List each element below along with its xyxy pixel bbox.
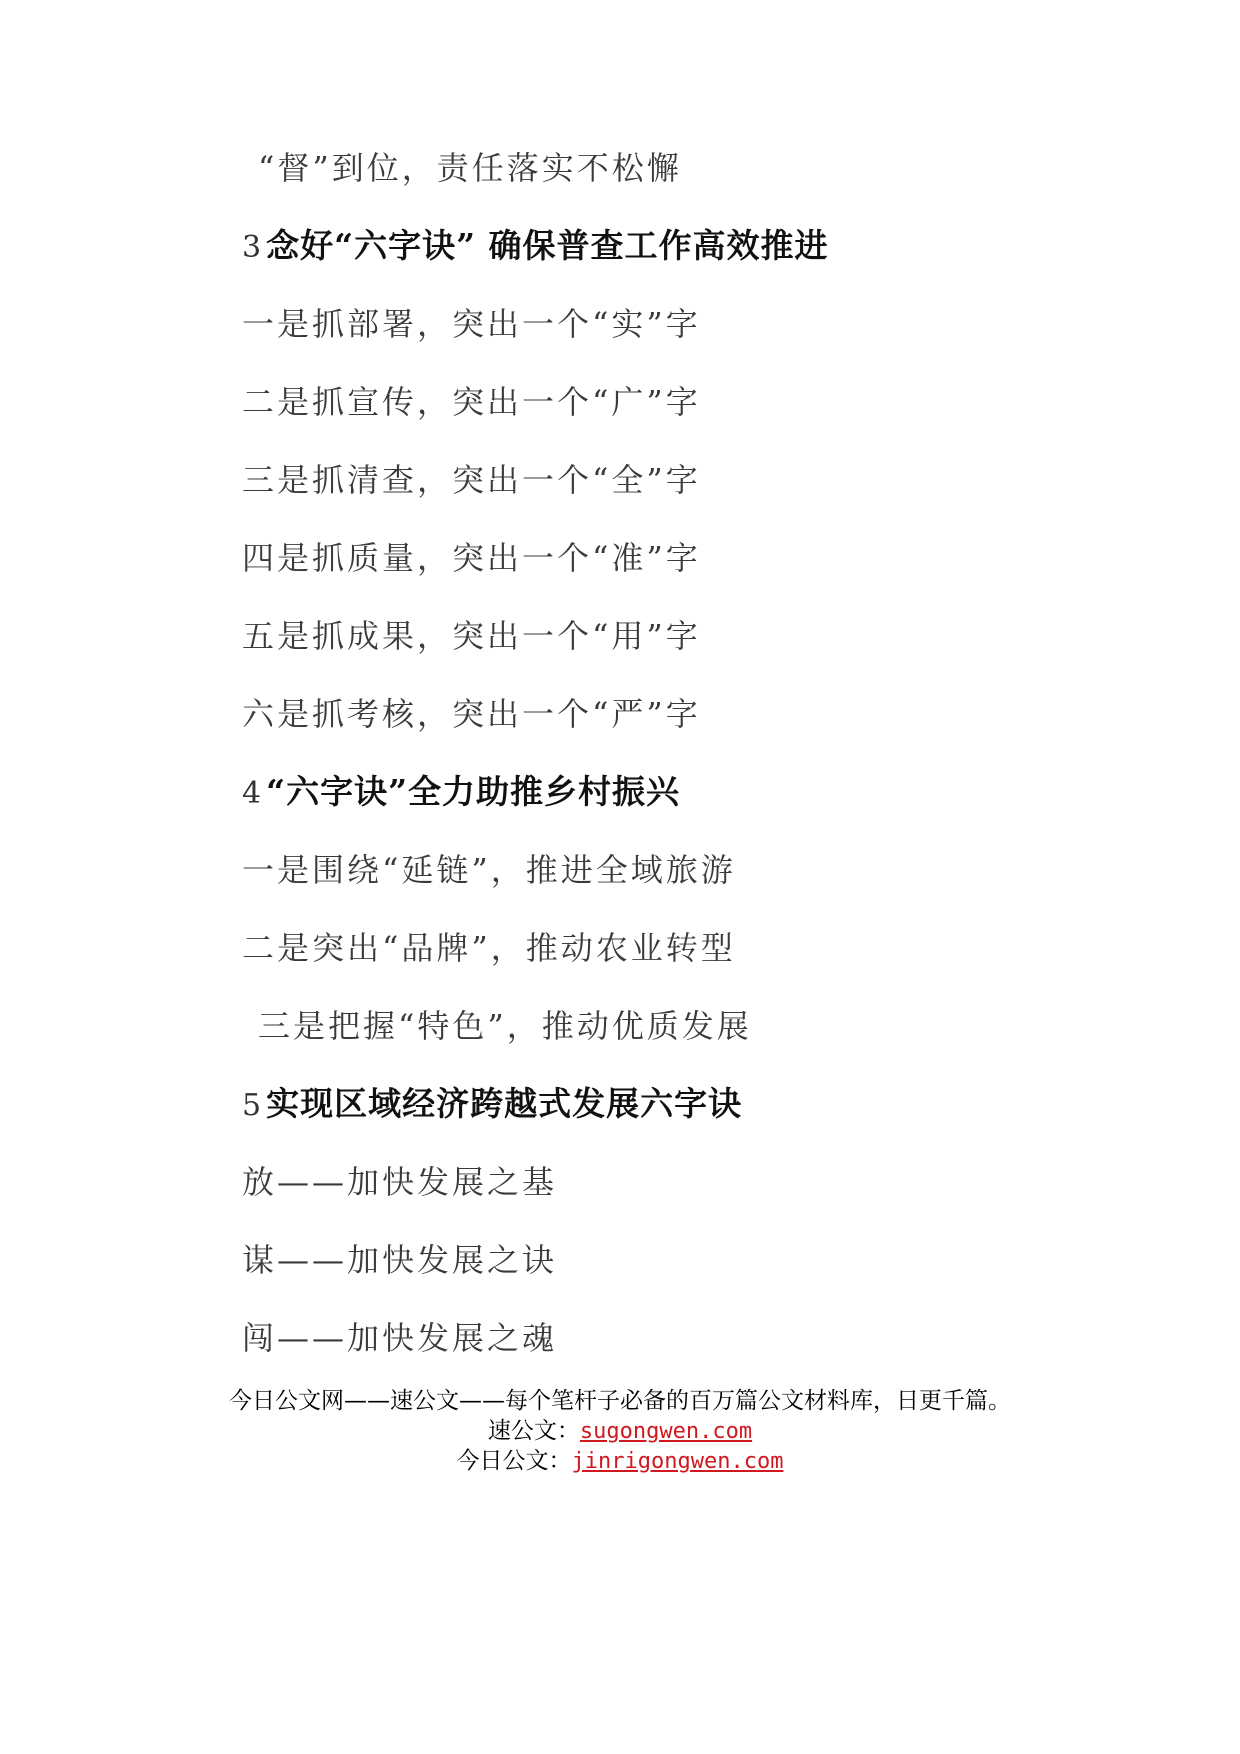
list-item: 闯——加快发展之魂 — [242, 1319, 558, 1357]
list-item: 谋——加快发展之诀 — [242, 1241, 558, 1279]
list-item: 四是抓质量，突出一个“准”字 — [242, 539, 701, 577]
list-item: 六是抓考核，突出一个“严”字 — [242, 695, 701, 733]
section-heading-4 — [242, 772, 680, 814]
list-item: 三是抓清查，突出一个“全”字 — [242, 461, 701, 499]
sugongwen-link[interactable]: sugongwen.com — [579, 1419, 753, 1444]
body-line: “督”到位，责任落实不松懈 — [258, 149, 682, 187]
footer-sugongwen-line — [0, 1416, 1240, 1447]
list-item: 三是把握“特色”，推动优质发展 — [258, 1007, 752, 1045]
list-item: 二是突出“品牌”，推动农业转型 — [242, 929, 736, 967]
footer-jinrigongwen-line — [0, 1446, 1240, 1477]
section-title: 念好“六字诀” 确保普查工作高效推进 — [266, 226, 829, 265]
section-number: 3 — [242, 230, 263, 265]
list-item: 一是抓部署，突出一个“实”字 — [242, 305, 701, 343]
jinrigongwen-link[interactable]: jinrigongwen.com — [571, 1449, 784, 1474]
section-number: 4 — [242, 776, 263, 811]
list-item: 二是抓宣传，突出一个“广”字 — [242, 383, 701, 421]
section-title: 实现区域经济跨越式发展六字诀 — [266, 1084, 743, 1123]
section-title: “六字诀”全力助推乡村振兴 — [266, 772, 681, 811]
footer-label: 速公文： — [487, 1418, 580, 1444]
list-item: 五是抓成果，突出一个“用”字 — [242, 617, 701, 655]
list-item: 一是围绕“延链”，推进全域旅游 — [242, 851, 736, 889]
footer-label: 今日公文： — [456, 1448, 572, 1474]
list-item: 放——加快发展之基 — [242, 1163, 558, 1201]
section-heading-5 — [242, 1084, 742, 1126]
section-number: 5 — [242, 1088, 263, 1123]
section-heading-3 — [242, 226, 829, 268]
footer-tagline: 今日公文网——速公文——每个笔杆子必备的百万篇公文材料库，日更千篇。 — [229, 1388, 1011, 1414]
